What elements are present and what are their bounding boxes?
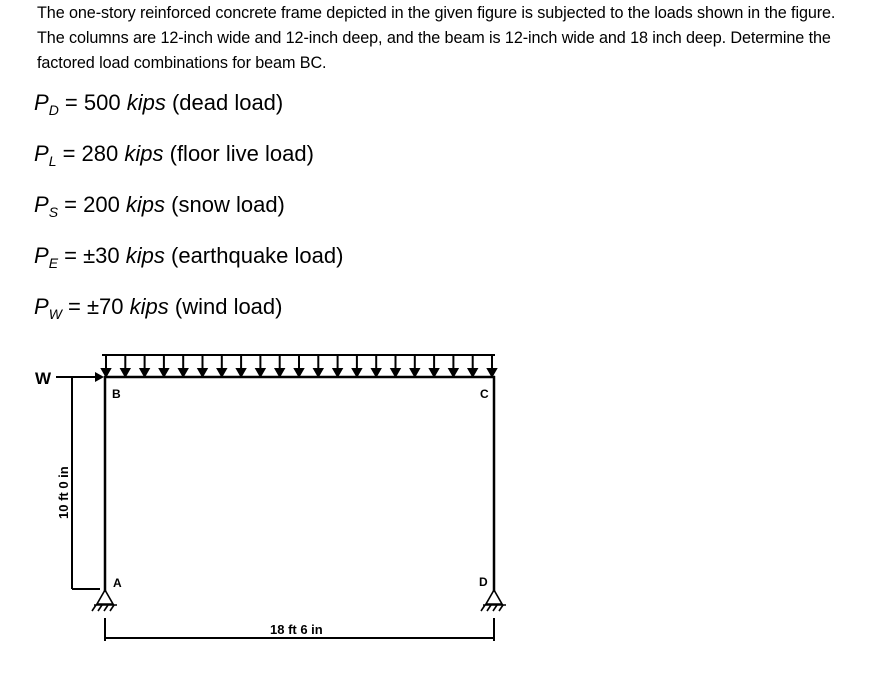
load-symbol: P xyxy=(34,90,49,115)
load-subscript: L xyxy=(48,153,57,169)
load-unit: kips xyxy=(125,243,165,268)
load-description: (floor live load) xyxy=(163,141,314,166)
span-dimension-label: 18 ft 6 in xyxy=(270,622,323,637)
load-symbol: P xyxy=(34,294,49,319)
load-description: (wind load) xyxy=(168,294,283,319)
load-arrow-head xyxy=(295,369,303,376)
problem-statement: The one-story reinforced concrete frame depicted in the given figure is subjected to the loads shown in the figure. The columns are 12-inch wide and 12-inch deep, and the beam is 12-inch wide and 18 inch deep. Determine the factored load combinations for beam BC. xyxy=(37,4,836,72)
node-c-label: C xyxy=(480,387,489,401)
load-subscript: D xyxy=(48,102,59,118)
load-arrow-head xyxy=(449,369,457,376)
load-unit: kips xyxy=(126,90,166,115)
distributed-load-arrows xyxy=(102,355,496,376)
load-arrow-head xyxy=(411,369,419,376)
load-subscript: E xyxy=(48,255,59,271)
pin-support-a xyxy=(92,590,117,611)
load-value: = 280 xyxy=(56,141,125,166)
load-subscript: W xyxy=(48,306,62,322)
load-arrow-head xyxy=(488,369,496,376)
load-description: (snow load) xyxy=(165,192,285,217)
load-symbol: P xyxy=(34,243,49,268)
load-arrow-head xyxy=(392,369,400,376)
load-value: = ±30 xyxy=(58,243,126,268)
node-d-label: D xyxy=(479,575,488,589)
node-b-label: B xyxy=(112,387,121,401)
load-arrow-head xyxy=(353,369,361,376)
load-arrow-head xyxy=(199,369,207,376)
load-description: (dead load) xyxy=(165,90,284,115)
load-arrow-head xyxy=(314,369,322,376)
load-arrow-head xyxy=(256,369,264,376)
load-arrow-head xyxy=(276,369,284,376)
load-arrow-head xyxy=(372,369,380,376)
load-arrow-head xyxy=(430,369,438,376)
load-unit: kips xyxy=(125,192,166,217)
wind-label: W xyxy=(35,369,52,388)
load-arrow-head xyxy=(334,369,342,376)
node-a-label: A xyxy=(113,576,122,590)
load-arrow-head xyxy=(218,369,226,376)
load-arrow-head xyxy=(179,369,187,376)
load-arrow-head xyxy=(160,369,168,376)
height-dimension-label: 10 ft 0 in xyxy=(56,466,71,519)
load-unit: kips xyxy=(129,294,169,319)
load-unit: kips xyxy=(124,141,164,166)
load-arrow-head xyxy=(469,369,477,376)
load-value: = 200 xyxy=(58,192,126,217)
pin-support-d xyxy=(481,590,506,611)
load-value: = ±70 xyxy=(61,294,130,319)
load-symbol: P xyxy=(34,192,49,217)
load-arrow-head xyxy=(121,369,129,376)
load-subscript: S xyxy=(48,204,59,220)
load-arrow-head xyxy=(141,369,149,376)
load-arrow-head xyxy=(237,369,245,376)
load-description: (earthquake load) xyxy=(164,243,344,268)
load-value: = 500 xyxy=(58,90,127,115)
wind-arrow-head xyxy=(95,372,104,382)
load-symbol: P xyxy=(34,141,49,166)
load-arrow-head xyxy=(102,369,110,376)
